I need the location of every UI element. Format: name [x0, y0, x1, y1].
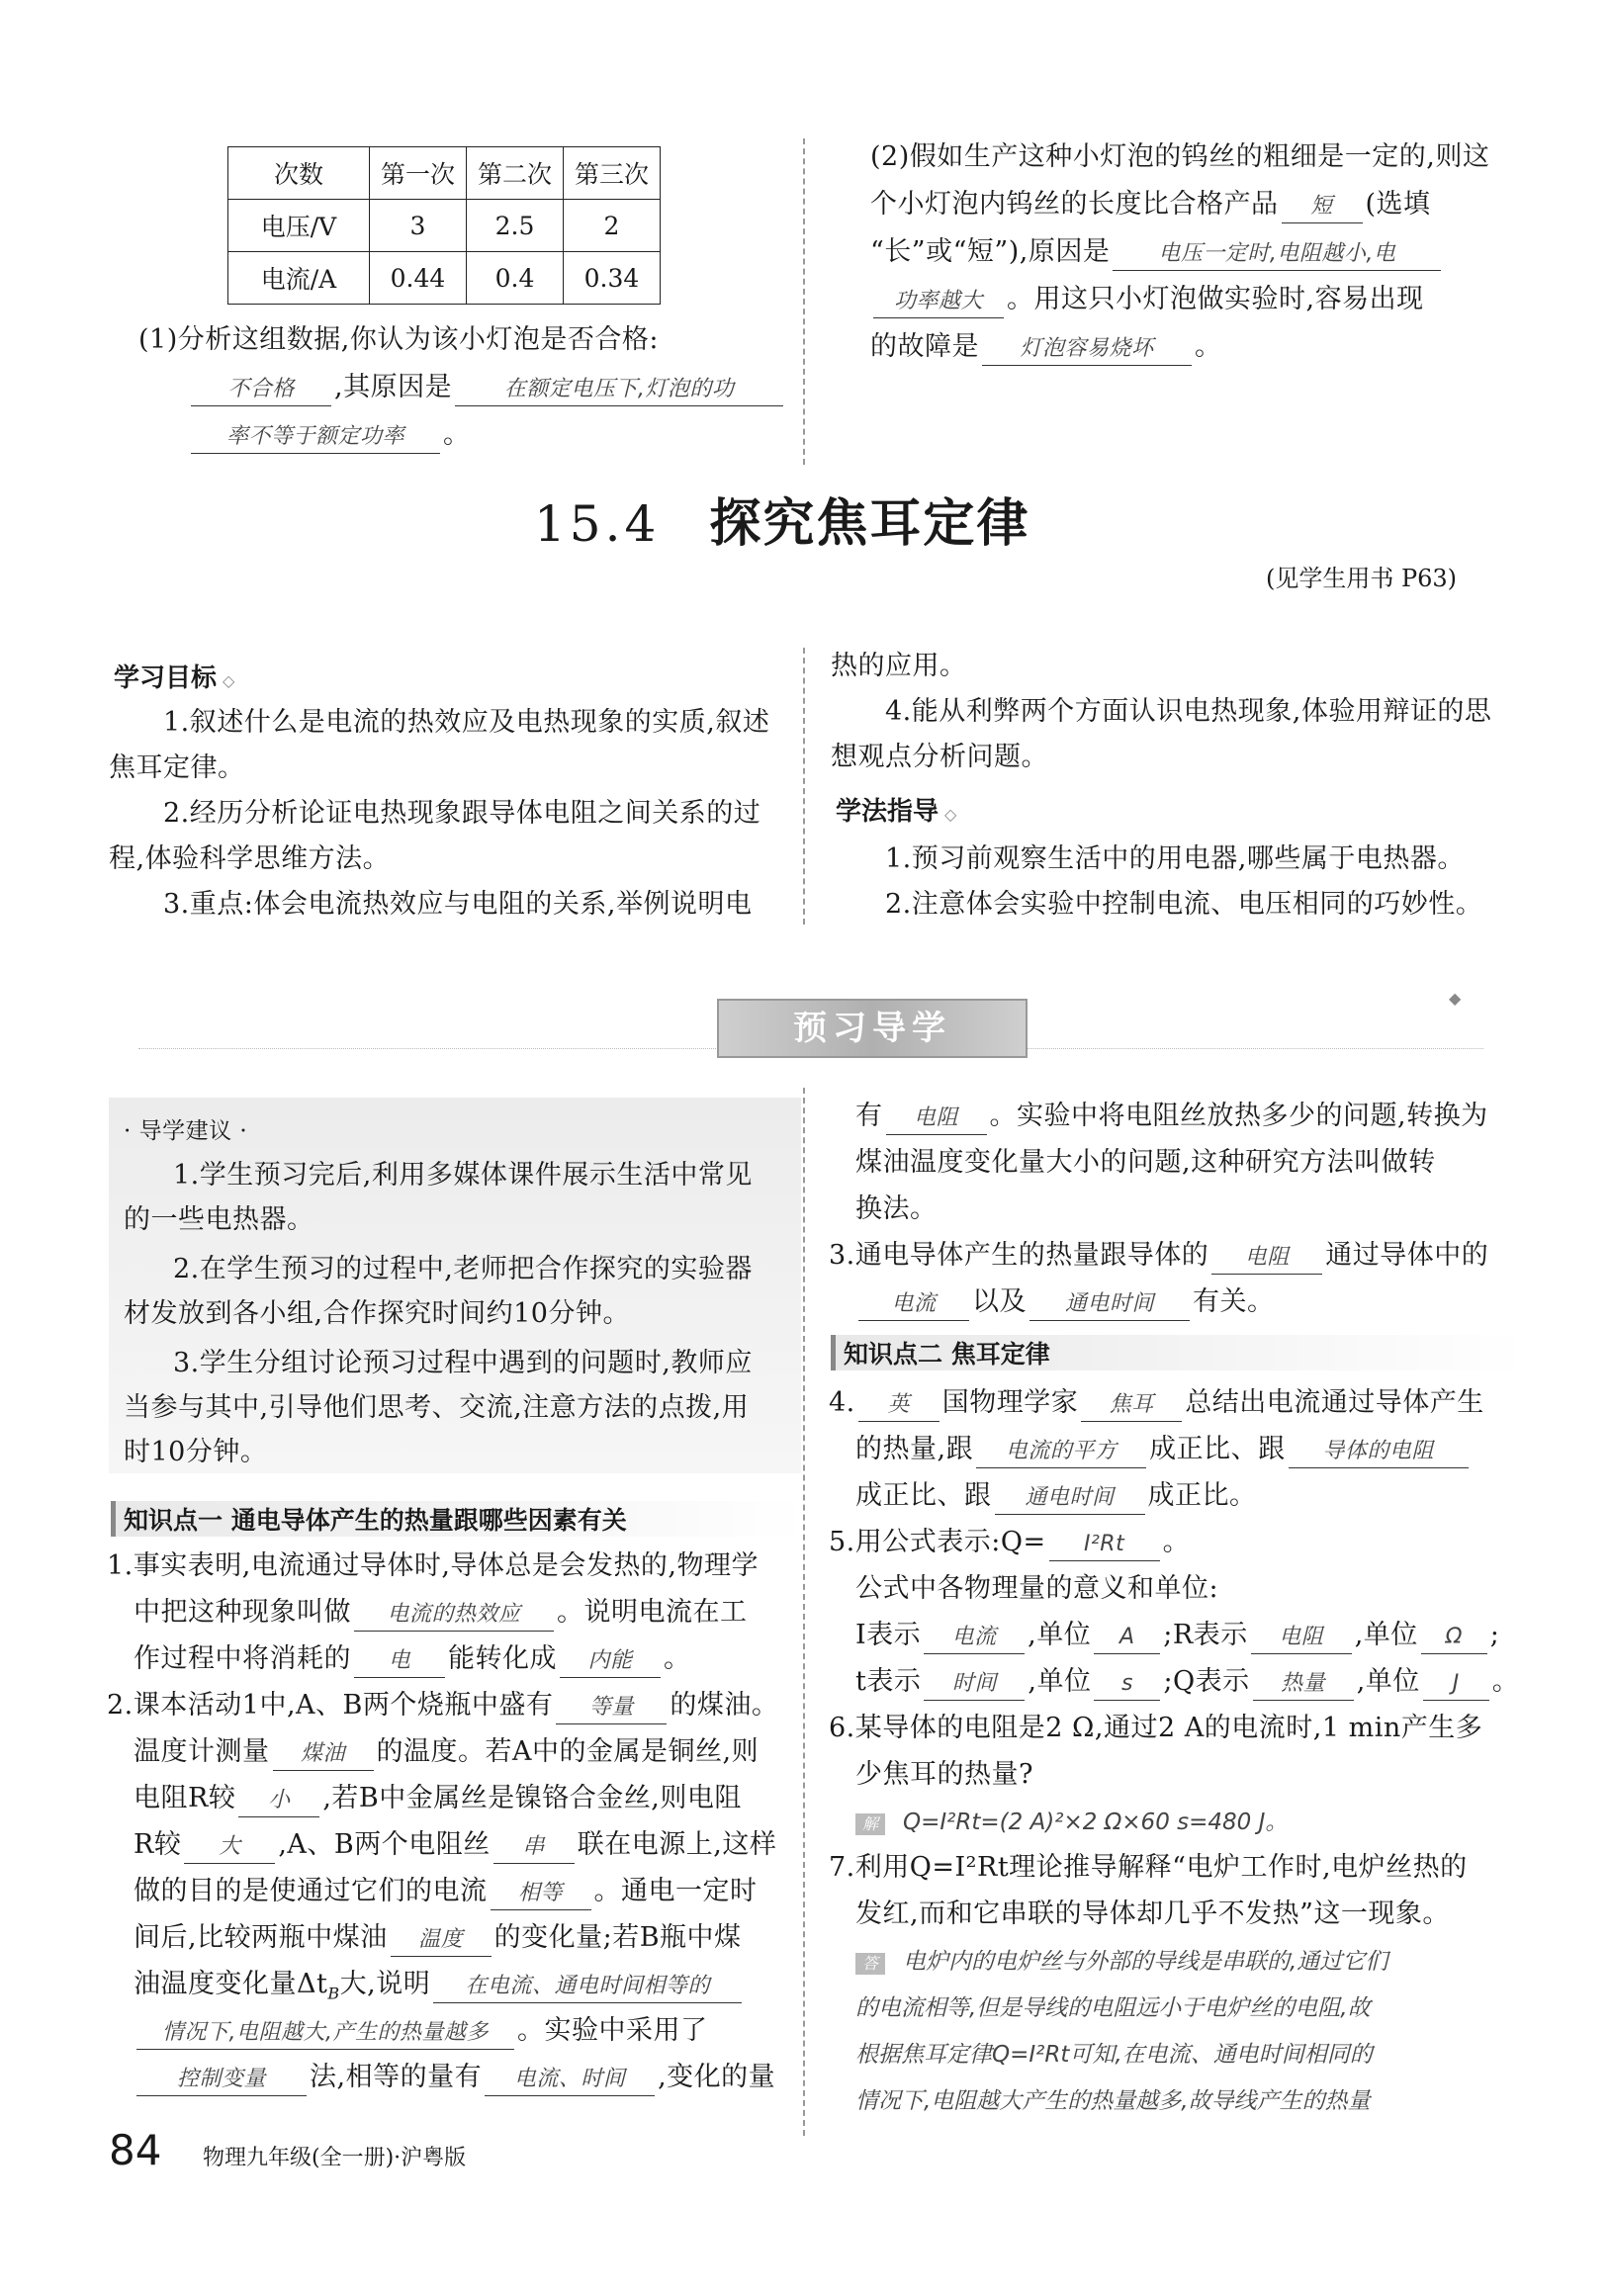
question-1-text: 。 — [443, 419, 471, 450]
answer-blank: 电阻 — [1251, 1622, 1352, 1654]
guide-line: 的一些电热器。 — [124, 1204, 314, 1235]
question-text: 2.课本活动1中,A、B两个烧瓶中盛有 — [107, 1690, 554, 1721]
answer-blank: 相等 — [491, 1878, 591, 1910]
knowledge-point-1-heading: 知识点一 通电导体产生的热量跟哪些因素有关 — [111, 1501, 806, 1537]
question-text: 4. — [829, 1387, 855, 1418]
subscript: B — [327, 1984, 340, 2003]
answer-blank: 串 — [493, 1831, 575, 1864]
question-1-text: ,其原因是 — [334, 372, 453, 402]
answer-blank: J — [1423, 1668, 1489, 1701]
question-text: 5.用公式表示:Q= — [829, 1527, 1046, 1557]
question-text: 法,相等的量有 — [310, 2062, 483, 2092]
answer-blank: 控制变量 — [136, 2064, 307, 2096]
question-text: 的煤油。 — [670, 1690, 779, 1721]
table-header-row — [228, 147, 661, 200]
question-line — [134, 1640, 691, 1678]
answer-blank: 等量 — [556, 1692, 667, 1724]
column-divider — [803, 1088, 805, 2136]
student-book-reference: (见学生用书 P63) — [1266, 565, 1458, 592]
answer-blank: 内能 — [560, 1645, 661, 1678]
diamond-icon: ◇ — [944, 805, 957, 824]
answer-blank: 在电流、通电时间相等的 — [433, 1971, 742, 2003]
table-cell: 0.34 — [564, 252, 661, 305]
answer-blank: 通电时间 — [995, 1482, 1145, 1515]
question-text: 大,说明 — [339, 1969, 431, 1999]
page-number: 84 — [109, 2126, 162, 2174]
column-divider — [803, 138, 805, 465]
question-2-text: 的故障是 — [870, 331, 979, 362]
question-text: 油温度变化量Δt — [134, 1969, 328, 1999]
question-2-text: 。 — [1195, 331, 1222, 362]
answer-blank: 电阻 — [1211, 1242, 1322, 1275]
question-line: 少焦耳的热量? — [855, 1759, 1033, 1790]
question-line — [134, 2059, 775, 2096]
question-text: 成正比、跟 — [855, 1480, 992, 1511]
question-1-answer-line — [188, 369, 786, 406]
question-text: 联在电源上,这样 — [577, 1829, 777, 1860]
question-line — [855, 1663, 1519, 1701]
table-header-cell: 第二次 — [467, 147, 564, 200]
question-line — [855, 1098, 1488, 1135]
question-text: 作过程中将消耗的 — [134, 1643, 351, 1674]
goal-line: 2.经历分析论证电热现象跟导体电阻之间关系的过 — [163, 798, 761, 829]
question-line — [134, 2012, 708, 2050]
guide-line: 2.在学生预习的过程中,老师把合作探究的实验器 — [173, 1254, 753, 1284]
goal-line: 想观点分析问题。 — [831, 742, 1048, 772]
question-line — [829, 1237, 1488, 1275]
goal-line: 1.叙述什么是电流的热效应及电热现象的实质,叙述 — [163, 707, 770, 738]
question-text: 有关。 — [1193, 1286, 1275, 1317]
table-cell: 0.44 — [370, 252, 467, 305]
question-text: 。 — [1491, 1666, 1520, 1697]
method-line: 2.注意体会实验中控制电流、电压相同的巧妙性。 — [885, 889, 1483, 920]
question-text: 做的目的是使通过它们的电流 — [134, 1876, 488, 1906]
table-cell: 3 — [370, 200, 467, 252]
question-line — [829, 1524, 1190, 1561]
diamond-icon: ◇ — [223, 671, 235, 690]
question-2-line — [870, 138, 1489, 176]
goal-line: 热的应用。 — [831, 651, 967, 681]
table-header-cell: 第三次 — [564, 147, 661, 200]
question-text: 的热量,跟 — [855, 1434, 974, 1464]
question-2-line — [870, 281, 1424, 318]
goal-line: 3.重点:体会电流热效应与电阻的关系,举例说明电 — [163, 889, 753, 920]
answer-blank: 率不等于额定功率 — [191, 421, 440, 454]
answer-blank: 功率越大 — [873, 286, 1004, 318]
question-1-text: (1)分析这组数据,你认为该小灯泡是否合格: — [138, 324, 659, 355]
column-divider — [803, 648, 805, 925]
answer-blank: 不合格 — [191, 374, 331, 406]
table-row-label: 电流/A — [228, 252, 370, 305]
question-line — [134, 1594, 748, 1632]
question-2-text: “长”或“短”),原因是 — [870, 236, 1111, 267]
question-line: 7.利用Q=I²Rt理论推导解释“电炉工作时,电炉丝热的 — [829, 1852, 1468, 1883]
question-line — [134, 1780, 742, 1817]
solution-text: Q=I²Rt=(2 A)²×2 Ω×60 s=480 J。 — [903, 1810, 1289, 1835]
question-text: 国物理学家 — [941, 1387, 1079, 1418]
book-title: 物理九年级(全一册)·沪粤版 — [203, 2146, 467, 2170]
answer-line: 根据焦耳定律Q=I²Rt可知,在电流、通电时间相同的 — [855, 2042, 1373, 2068]
question-text: t表示 — [855, 1666, 922, 1697]
answer-blank: 电 — [354, 1645, 445, 1678]
question-text: 。 — [1162, 1527, 1191, 1557]
question-text: 间后,比较两瓶中煤油 — [134, 1922, 388, 1953]
answer-line: 的电流相等,但是导线的电阻远小于电炉丝的电阻,故 — [855, 1995, 1371, 2021]
question-text: 。通电一定时 — [593, 1876, 758, 1906]
question-line: 公式中各物理量的意义和单位: — [855, 1573, 1219, 1604]
question-text: 以及 — [972, 1286, 1027, 1317]
question-text: 的变化量;若B瓶中煤 — [493, 1922, 742, 1953]
goal-line: 4.能从利弊两个方面认识电热现象,体验用辩证的思 — [885, 696, 1492, 727]
question-1-line — [138, 321, 659, 359]
question-line — [829, 1384, 1484, 1422]
answer-blank: 电阻 — [886, 1103, 987, 1135]
answer-blank: 灯泡容易烧坏 — [982, 333, 1192, 366]
answer-blank: 在额定电压下,灯泡的功 — [455, 374, 783, 406]
goal-line: 焦耳定律。 — [109, 752, 245, 783]
section-number: 15.4 — [534, 495, 661, 553]
question-2-text: 。用这只小灯泡做实验时,容易出现 — [1007, 284, 1424, 314]
answer-blank: 电流、时间 — [485, 2064, 655, 2096]
question-line — [107, 1687, 778, 1724]
question-text: ,单位 — [1028, 1666, 1092, 1697]
question-text: 的温度。若A中的金属是铜丝,则 — [376, 1736, 760, 1767]
question-line — [134, 1966, 745, 2012]
question-2-text: (2)假如生产这种小灯泡的钨丝的粗细是一定的,则这 — [870, 141, 1490, 172]
question-2-line — [870, 186, 1431, 223]
question-line — [134, 1826, 776, 1864]
answer-blank: 小 — [238, 1785, 319, 1817]
guide-heading: · 导学建议 · — [124, 1118, 248, 1144]
guide-line: 3.学生分组讨论预习过程中遇到的问题时,教师应 — [173, 1348, 753, 1378]
question-line: 煤油温度变化量大小的问题,这种研究方法叫做转 — [855, 1147, 1436, 1178]
answer-line: 情况下,电阻越大产生的热量越多,故导线产生的热量 — [855, 2088, 1371, 2114]
data-table — [227, 146, 661, 305]
answer-blank: 电流的平方 — [976, 1436, 1146, 1468]
question-text: 通过导体中的 — [1325, 1240, 1489, 1271]
question-text: ,单位 — [1356, 1666, 1420, 1697]
question-text: 中把这种现象叫做 — [134, 1597, 351, 1628]
guide-line: 1.学生预习完后,利用多媒体课件展示生活中常见 — [173, 1160, 753, 1191]
question-text: 总结出电流通过导体产生 — [1185, 1387, 1484, 1418]
question-line — [134, 1873, 758, 1910]
answer-blank: 时间 — [924, 1668, 1025, 1701]
guide-line: 材发放到各小组,合作探究时间约10分钟。 — [124, 1298, 630, 1329]
question-2-text: (选填 — [1365, 189, 1431, 220]
answer-blank: A — [1094, 1622, 1160, 1654]
question-text: R较 — [134, 1829, 182, 1860]
table-header-cell: 次数 — [228, 147, 370, 200]
question-text: 。说明电流在工 — [557, 1597, 748, 1628]
answer-blank: 热量 — [1253, 1668, 1354, 1701]
section-title — [534, 494, 1029, 554]
question-text: ,单位 — [1028, 1620, 1092, 1650]
question-text: 成正比、跟 — [1149, 1434, 1286, 1464]
answer-blank: 大 — [184, 1831, 275, 1864]
answer-blank: 情况下,电阻越大,产生的热量越多 — [136, 2017, 514, 2050]
solution-icon: 解 — [855, 1813, 885, 1835]
table-row — [228, 252, 661, 305]
table-row-label: 电压/V — [228, 200, 370, 252]
method-heading-text: 学法指导 — [836, 797, 939, 827]
question-text: 有 — [855, 1101, 883, 1131]
method-line: 1.预习前观察生活中的用电器,哪些属于电热器。 — [885, 843, 1465, 874]
answer-blank: I²Rt — [1049, 1529, 1160, 1561]
table-header-cell: 第一次 — [370, 147, 467, 200]
question-text: 成正比。 — [1147, 1480, 1257, 1511]
answer-blank: 温度 — [391, 1924, 492, 1957]
question-text: ,若B中金属丝是镍铬合金丝,则电阻 — [322, 1783, 742, 1813]
answer-blank: 电流 — [924, 1622, 1025, 1654]
diamond-icon: ◆ — [1449, 989, 1462, 1008]
answer-blank: 通电时间 — [1029, 1288, 1190, 1321]
question-text: 3.通电导体产生的热量跟导体的 — [829, 1240, 1209, 1271]
question-text: 电阻R较 — [134, 1783, 236, 1813]
question-line: 换法。 — [855, 1193, 938, 1224]
guide-line: 时10分钟。 — [124, 1437, 268, 1467]
preview-banner: 预习导学 — [717, 999, 1028, 1058]
solution-line — [855, 1803, 1288, 1842]
question-text: 。实验中采用了 — [517, 2015, 708, 2046]
question-text: 。 — [664, 1643, 691, 1674]
method-heading — [836, 791, 956, 828]
goals-heading — [114, 658, 234, 694]
question-2-line — [870, 233, 1444, 271]
question-2-text: 个小灯泡内钨丝的长度比合格产品 — [870, 189, 1279, 220]
question-2-line — [870, 328, 1222, 366]
knowledge-point-2-heading: 知识点二 焦耳定律 — [831, 1335, 1526, 1370]
question-line: 发红,而和它串联的导体却几乎不发热”这一现象。 — [855, 1899, 1450, 1929]
answer-blank: 英 — [858, 1389, 939, 1422]
question-line: 6.某导体的电阻是2 Ω,通过2 A的电流时,1 min产生多 — [829, 1713, 1483, 1743]
answer-blank: 焦耳 — [1081, 1389, 1182, 1422]
table-cell: 2.5 — [467, 200, 564, 252]
question-line — [134, 1919, 742, 1957]
question-text: ,单位 — [1354, 1620, 1418, 1650]
question-text: ,A、B两个电阻丝 — [278, 1829, 491, 1860]
answer-blank: 电压一定时,电阻越小,电 — [1113, 238, 1441, 271]
question-text: 能转化成 — [448, 1643, 557, 1674]
answer-blank: 煤油 — [273, 1738, 374, 1771]
question-text: 温度计测量 — [134, 1736, 270, 1767]
question-line: 1.事实表明,电流通过导体时,导体总是会发热的,物理学 — [107, 1550, 760, 1581]
question-line — [855, 1477, 1257, 1515]
question-line — [855, 1431, 1472, 1468]
answer-blank: s — [1094, 1668, 1160, 1701]
question-text: ,变化的量 — [658, 2062, 776, 2092]
question-text: ;Q表示 — [1163, 1666, 1250, 1697]
question-text: ; — [1489, 1620, 1500, 1650]
question-line — [855, 1283, 1275, 1321]
question-text: I表示 — [855, 1620, 922, 1650]
table-cell: 2 — [564, 200, 661, 252]
question-text: ;R表示 — [1163, 1620, 1248, 1650]
goal-line: 程,体验科学思维方法。 — [109, 843, 391, 874]
answer-blank: Ω — [1421, 1622, 1487, 1654]
table-cell: 0.4 — [467, 252, 564, 305]
table-row — [228, 200, 661, 252]
answer-blank: 电流的热效应 — [354, 1599, 554, 1632]
answer-blank: 导体的电阻 — [1289, 1436, 1469, 1468]
question-line — [855, 1617, 1499, 1654]
goals-heading-text: 学习目标 — [114, 663, 218, 693]
data-table-wrap — [227, 146, 661, 305]
answer-icon: 答 — [855, 1953, 885, 1975]
question-text: 。实验中将电阻丝放热多少的问题,转换为 — [989, 1101, 1488, 1131]
answer-text: 电炉内的电炉丝与外部的导线是串联的,通过它们 — [903, 1949, 1388, 1975]
answer-line — [855, 1942, 1387, 1982]
answer-blank: 电流 — [858, 1288, 969, 1321]
guide-line: 当参与其中,引导他们思考、交流,注意方法的点拨,用 — [124, 1392, 750, 1423]
question-line — [134, 1733, 759, 1771]
section-name: 探究焦耳定律 — [709, 494, 1030, 554]
question-1-answer-line — [188, 416, 471, 454]
answer-blank: 短 — [1282, 191, 1363, 223]
